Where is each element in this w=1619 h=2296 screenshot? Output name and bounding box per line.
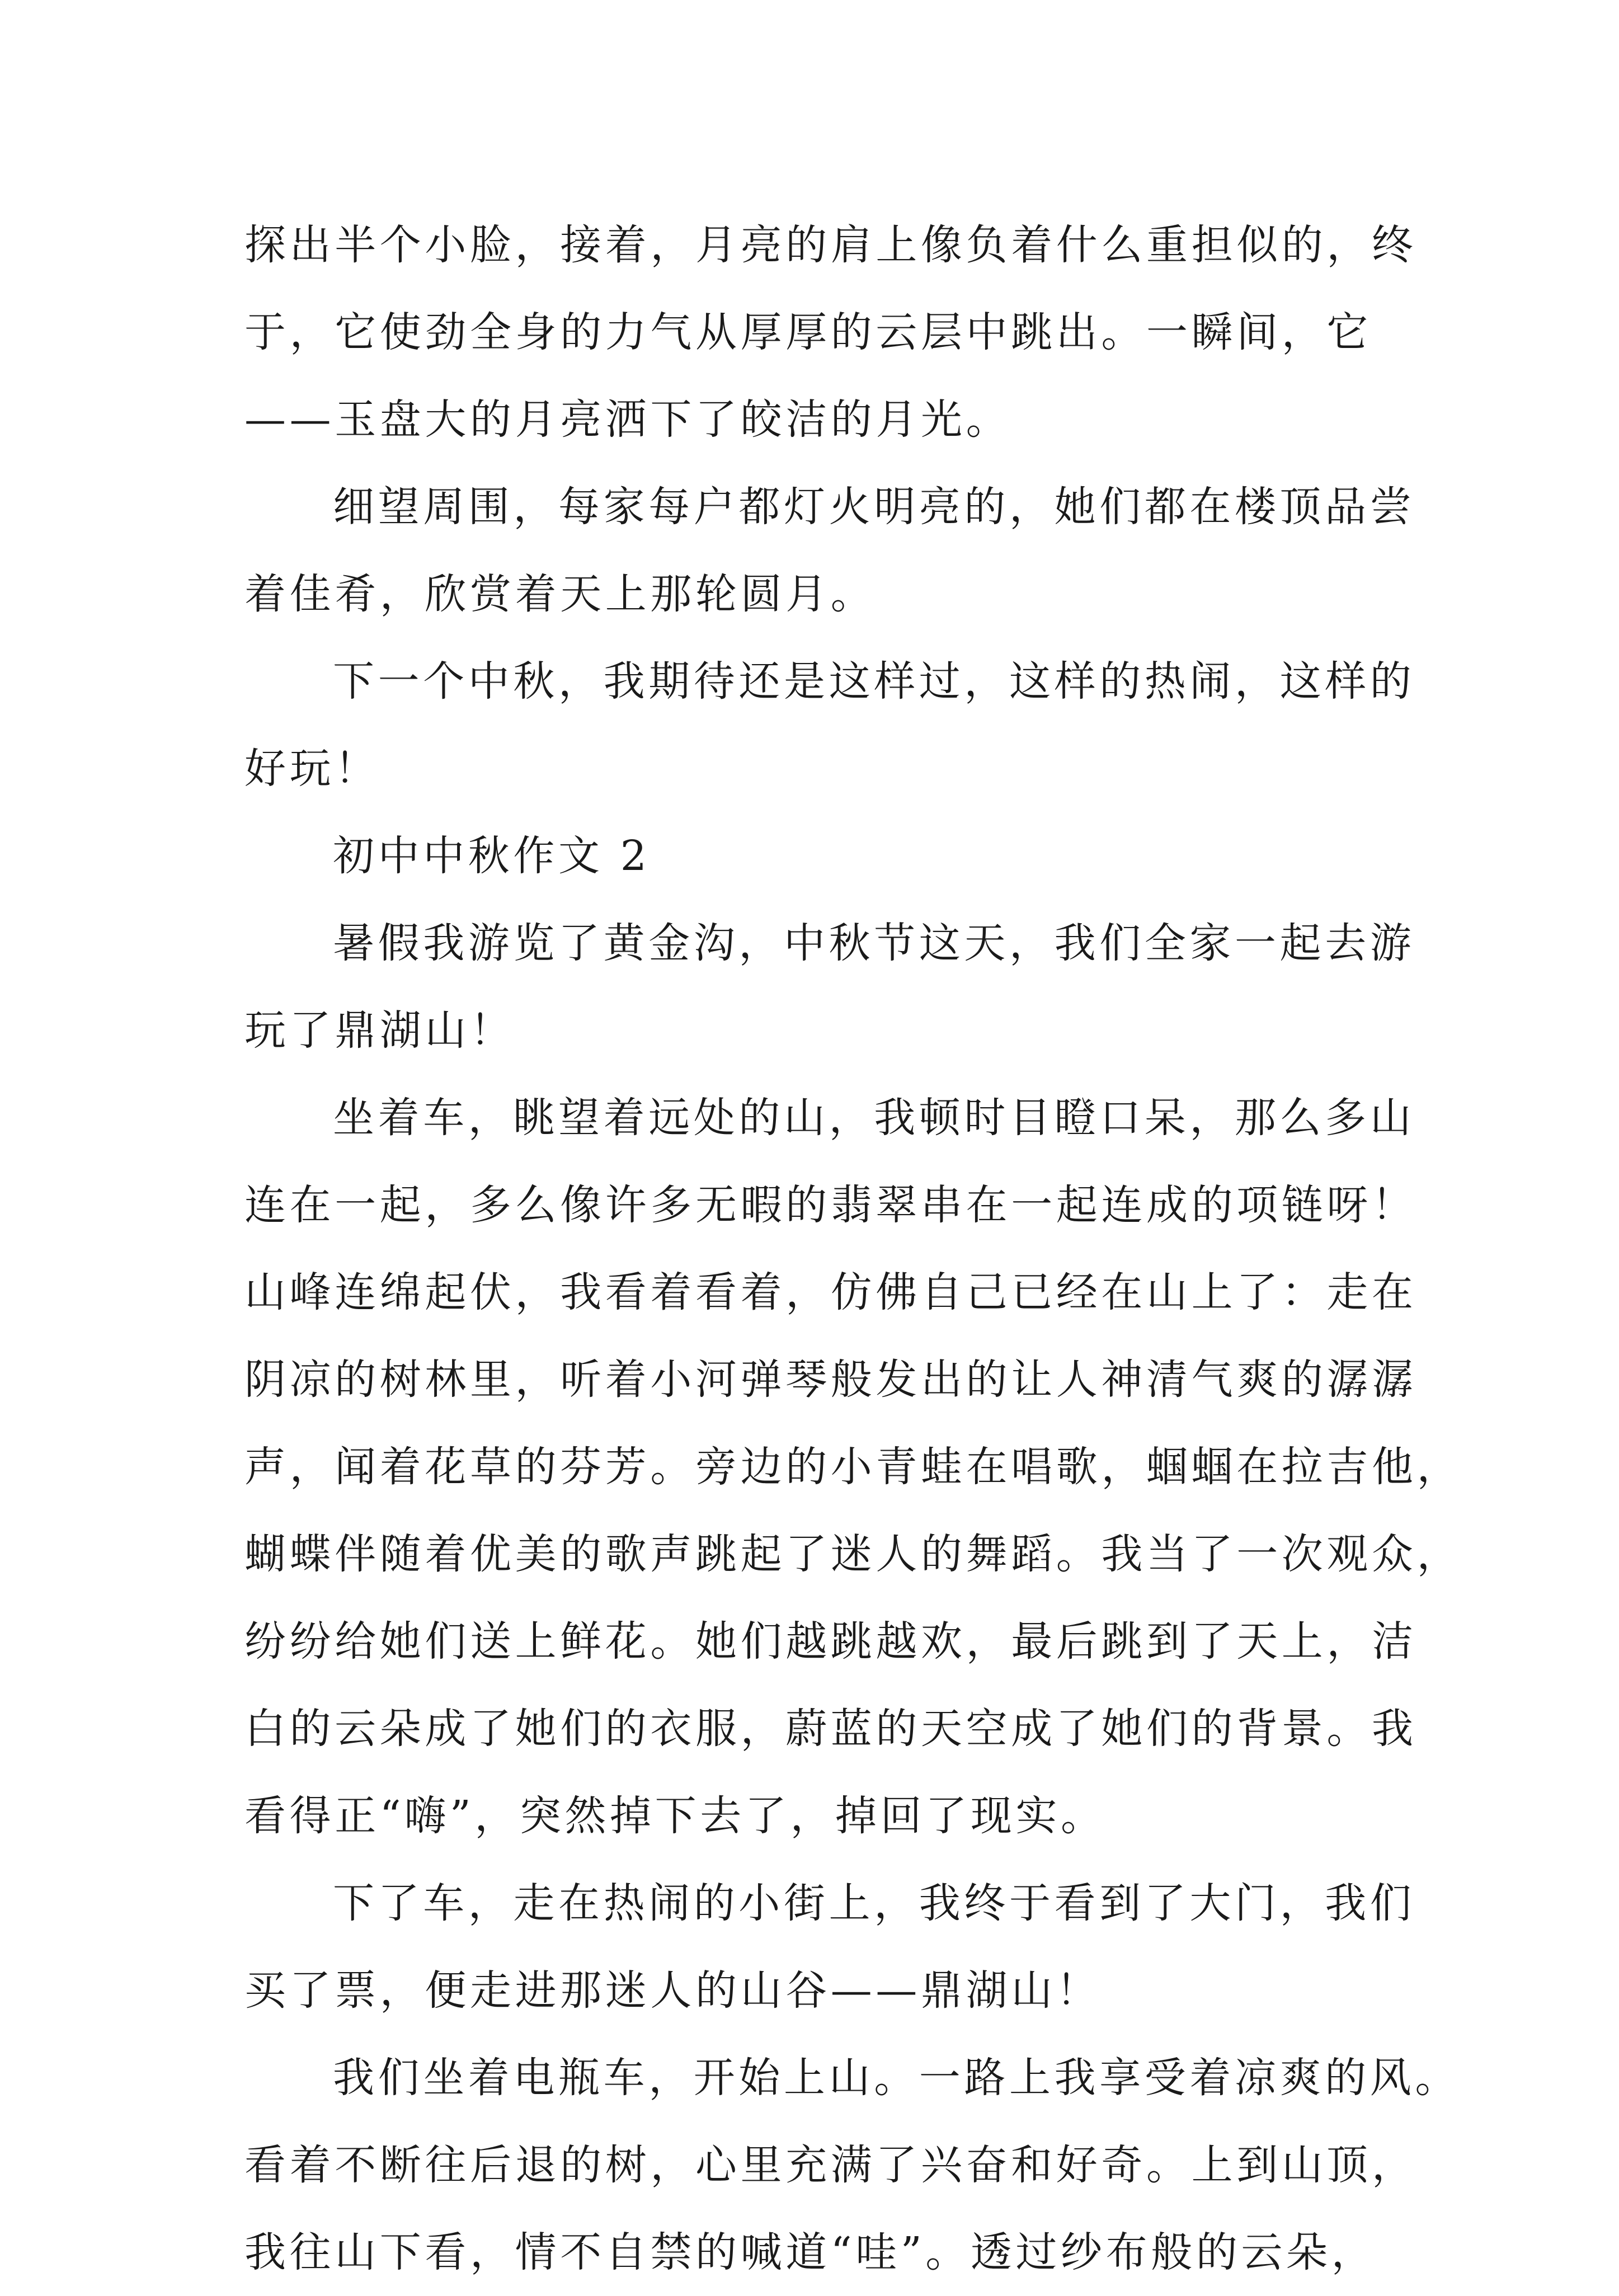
text-line: 我往山下看，情不自禁的喊道“哇”。透过纱布般的云朵，: [244, 2228, 1377, 2276]
text-line: 看得正“嗨”，突然掉下去了，掉回了现实。: [244, 1792, 1106, 1840]
paragraph-start-line: 下一个中秋，我期待还是这样过，这样的热闹，这样的: [333, 657, 1415, 705]
text-line: 探出半个小脸，接着，月亮的肩上像负着什么重担似的，终: [244, 221, 1417, 269]
text-line: 蝴蝶伴随着优美的歌声跳起了迷人的舞蹈。我当了一次观众，: [244, 1530, 1462, 1578]
paragraph-start-line: 暑假我游览了黄金沟，中秋节这天，我们全家一起去游: [333, 919, 1415, 967]
paragraph-start-line: 坐着车，眺望着远处的山，我顿时目瞪口呆，那么多山: [333, 1094, 1415, 1142]
text-line: 纷纷给她们送上鲜花。她们越跳越欢，最后跳到了天上，洁: [244, 1617, 1417, 1665]
document-body: [244, 201, 1462, 2296]
text-line: 连在一起，多么像许多无暇的翡翠串在一起连成的项链呀！: [244, 1181, 1417, 1229]
text-line: 白的云朵成了她们的衣服，蔚蓝的天空成了她们的背景。我: [244, 1705, 1417, 1753]
paragraph-start-line: 我们坐着电瓶车，开始上山。一路上我享受着凉爽的风。: [333, 2054, 1460, 2102]
text-line: 好玩！: [244, 745, 380, 793]
text-line: 着佳肴，欣赏着天上那轮圆月。: [244, 570, 876, 618]
paragraph-start-line: 细望周围，每家每户都灯火明亮的，她们都在楼顶品尝: [333, 483, 1415, 531]
text-line: 于，它使劲全身的力气从厚厚的云层中跳出。一瞬间，它: [244, 308, 1372, 356]
text-line: 玩了鼎湖山！: [244, 1006, 515, 1055]
section-heading: 初中中秋作文 2: [333, 832, 651, 880]
text-line: ——玉盘大的月亮洒下了皎洁的月光。: [244, 396, 1011, 444]
text-line: 买了票，便走进那迷人的山谷——鼎湖山！: [244, 1966, 1102, 2015]
text-line: 声，闻着花草的芬芳。旁边的小青蛙在唱歌，蝈蝈在拉吉他，: [244, 1443, 1462, 1491]
text-line: 山峰连绵起伏，我看着看着，仿佛自己已经在山上了：走在: [244, 1268, 1417, 1316]
paragraph-start-line: 下了车，走在热闹的小街上，我终于看到了大门，我们: [333, 1879, 1415, 1927]
text-line: 阴凉的树林里，听着小河弹琴般发出的让人神清气爽的潺潺: [244, 1356, 1417, 1404]
text-line: 看着不断往后退的树，心里充满了兴奋和好奇。上到山顶，: [244, 2141, 1417, 2189]
